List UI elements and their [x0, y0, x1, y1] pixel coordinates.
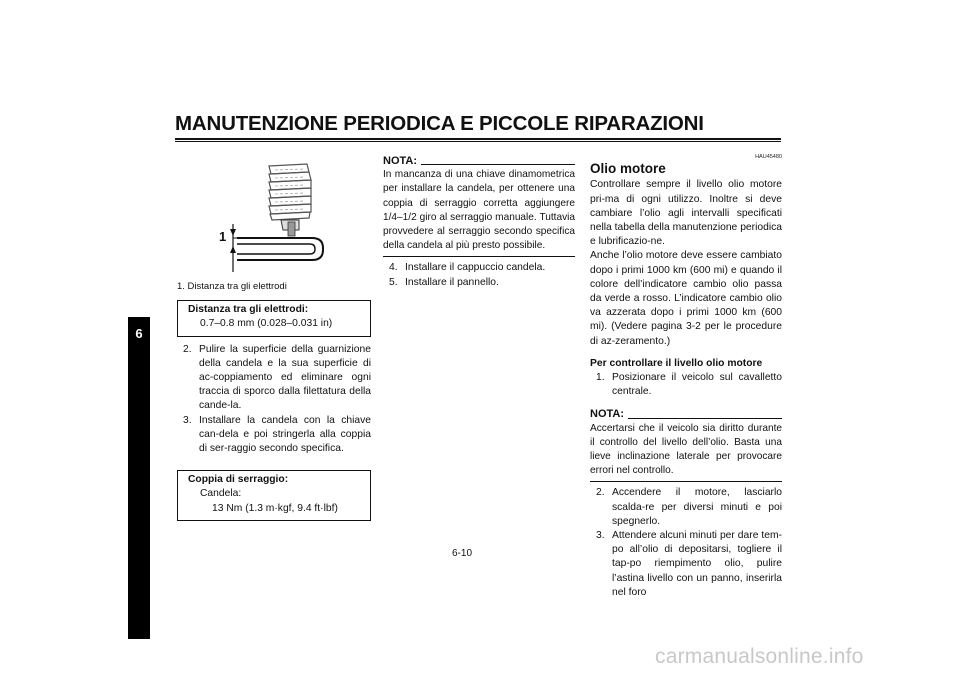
gap-spec-box: [177, 300, 371, 336]
list-item: 5. Installare il pannello.: [389, 276, 499, 288]
torque-spec-value: 13 Nm (1.3 m·kgf, 9.4 ft·lbf): [212, 502, 338, 514]
list-item: 2. Accendere il motore, lasciarlo scalda-re per diversi minuti e poi spegnerlo.: [596, 487, 782, 527]
nota-end-rule: [383, 256, 575, 257]
spark-plug-gap-illustration: [177, 150, 371, 278]
oil-paragraph-1: Controllare sempre il livello olio motore pri-ma di ogni utilizzo. Inoltre si deve cambiare l’olio agli intervalli specificati nella tabella della manutenzione periodica e lubrificazio-ne.: [590, 179, 782, 248]
column-left: [177, 150, 371, 521]
list-item: 4. Installare il cappuccio candela.: [389, 262, 546, 274]
oil-check-subheading: Per controllare il livello olio motore: [590, 357, 763, 369]
page-title: MANUTENZIONE PERIODICA E PICCOLE RIPARAZIONI: [175, 112, 704, 135]
list-item: 1. Posizionare il veicolo sul cavalletto centrale.: [596, 372, 782, 398]
header-rule-thin: [175, 141, 781, 142]
oil-nota-end-rule: [590, 481, 782, 482]
section-title: Olio motore: [590, 161, 666, 177]
watermark-text: carmanualsonline.info: [655, 645, 864, 668]
torque-spec-title: Coppia di serraggio:: [188, 474, 289, 486]
spark-plug-figure: [177, 150, 371, 278]
oil-nota-heading: NOTA:: [590, 407, 782, 421]
torque-spec-box: [177, 470, 371, 521]
chapter-number: 6: [135, 326, 143, 341]
page-number: 6-10: [452, 548, 473, 559]
nota-heading: NOTA:: [383, 154, 575, 168]
oil-paragraph-2: Anche l’olio motore deve essere cambiato dopo i primi 1000 km (600 mi) e quando il colore dell’indicatore cambio olio passa da verde a rosso. L’indicatore cambio olio va azzerata dopo i primi 1000 km (600 mi). (Vedere pagina 3-2 per le procedure di az-zeramento.): [590, 250, 782, 347]
steps-a: [177, 343, 371, 457]
oil-nota-text: Accertarsi che il veicolo sia diritto durante il controllo del livello dell’olio. Basta una lieve inclinazione laterale per provocare errori nel controllo.: [590, 422, 782, 477]
column-middle: [383, 150, 575, 290]
chapter-tab: [128, 317, 150, 639]
gap-spec-value: 0.7–0.8 mm (0.028–0.031 in): [200, 318, 333, 330]
figure-callout: 1: [219, 229, 227, 244]
gap-spec-title: Distanza tra gli elettrodi:: [188, 304, 309, 316]
header-rule: [175, 138, 781, 140]
oil-steps: [590, 486, 782, 600]
list-item: 3. Installare la candela con la chiave can-dela e poi stringerla alla coppia di ser-raggio secondo specifica.: [183, 414, 371, 455]
steps-b: [383, 261, 575, 289]
column-right: [590, 150, 782, 600]
list-item: 3. Attendere alcuni minuti per dare tem-po all’olio di depositarsi, togliere il tap-po riempimento olio, pulire l’astina livello con un panno, inserirla nel foro: [596, 530, 782, 598]
list-item: 2. Pulire la superficie della guarnizione della candela e la sua superficie di ac-coppiamento ed eliminare ogni traccia di sporco dalla filettatura della cande-la.: [183, 343, 371, 412]
section-code: HAU45480: [755, 154, 782, 160]
nota-text: In mancanza di una chiave dinamometrica per installare la candela, per ottenere una coppia di serraggio corretta aggiungere 1/4–1/2 giro al serraggio manuale. Tuttavia provvedere al serraggio secondo specifica della candela al più presto possibile.: [383, 169, 575, 252]
figure-caption: 1. Distanza tra gli elettrodi: [177, 281, 287, 292]
torque-spec-item: Candela:: [200, 488, 242, 500]
oil-step-1: [590, 371, 782, 399]
